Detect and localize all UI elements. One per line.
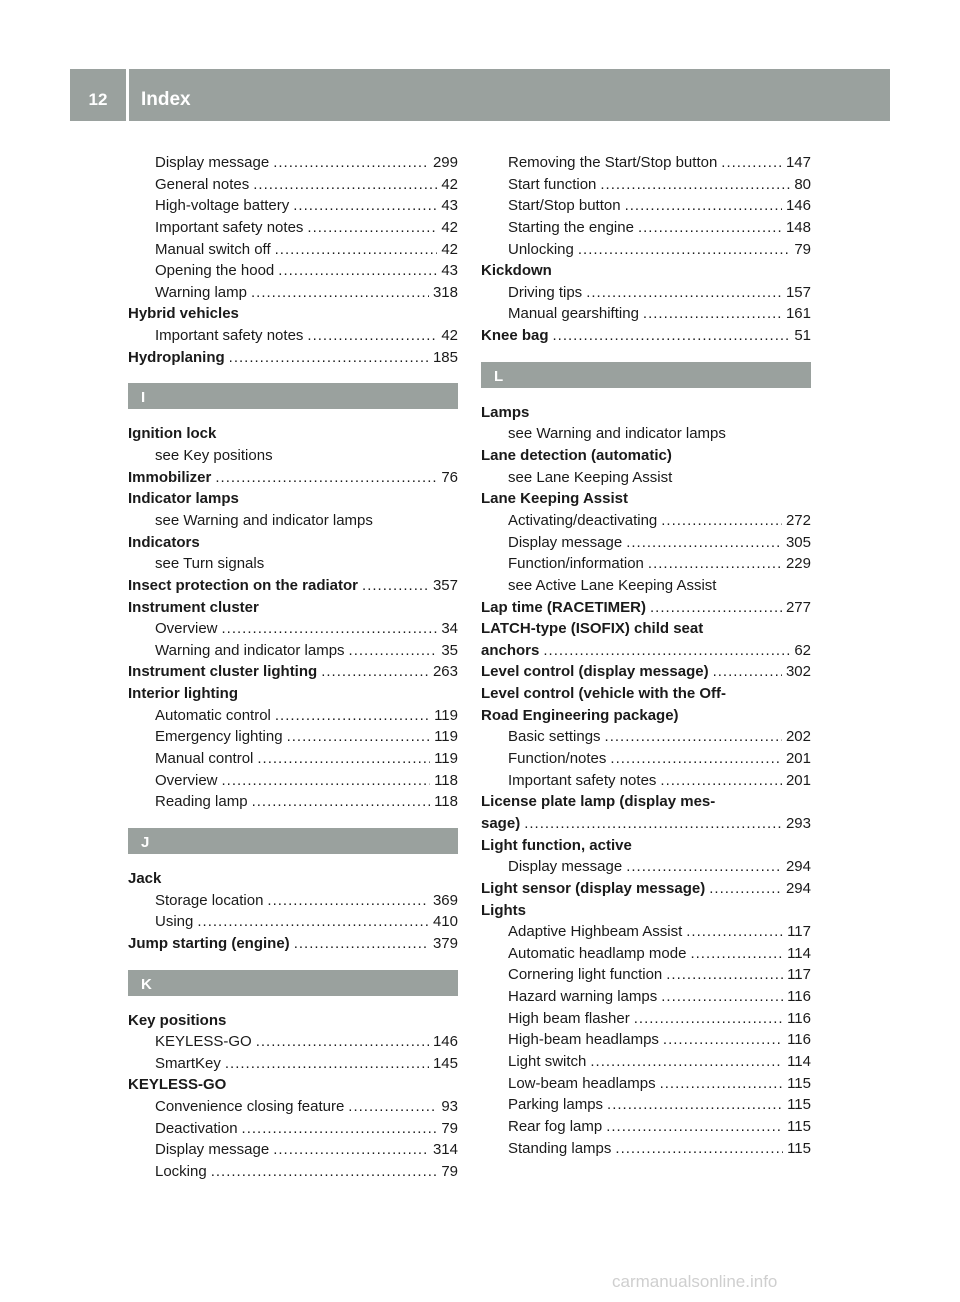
entry-text: Driving tips (508, 283, 583, 301)
dot-leader (362, 575, 429, 597)
page-reference[interactable]: 119 (434, 750, 458, 768)
page-reference[interactable]: 229 (785, 555, 811, 573)
entry-text: KEYLESS-GO (128, 1076, 227, 1094)
header-divider (126, 69, 129, 121)
entry-text: Lane Keeping Assist (481, 490, 628, 508)
entry-text: LATCH-type (ISOFIX) child seat (481, 620, 704, 638)
page-reference[interactable]: 42 (441, 327, 458, 345)
index-subentry (128, 445, 458, 467)
entry-text: High-beam headlamps (508, 1031, 659, 1049)
entry-text: Insect protection on the radiator (128, 576, 359, 594)
index-subentry (481, 532, 811, 554)
page-reference[interactable]: 299 (432, 154, 458, 171)
index-subentry (128, 260, 458, 282)
entry-text: Adaptive Highbeam Assist (508, 923, 683, 941)
dot-leader (626, 532, 782, 554)
entry-text: Unlocking (508, 240, 574, 258)
entry-text: Instrument cluster (128, 598, 259, 616)
dot-leader (543, 640, 790, 662)
index-subentry (481, 217, 811, 239)
index-subentry (128, 618, 458, 640)
dot-leader (278, 260, 437, 282)
entry-text: Cornering light function (508, 966, 663, 984)
index-entry (481, 488, 811, 510)
dot-leader (605, 726, 782, 748)
entry-text: Hybrid vehicles (128, 305, 239, 323)
dot-leader (275, 239, 438, 261)
page-reference[interactable]: 202 (785, 728, 811, 746)
entry-text: see Turn signals (155, 555, 265, 573)
entry-text: sage) (481, 814, 521, 832)
entry-text: Automatic control (155, 706, 271, 724)
page-reference[interactable]: 119 (434, 706, 458, 724)
watermark: carmanualsonline.info (612, 1272, 778, 1291)
dot-leader (606, 1116, 783, 1138)
dot-leader (211, 1161, 438, 1183)
entry-text: Using (155, 913, 194, 931)
index-subentry (481, 239, 811, 261)
dot-leader (553, 325, 791, 347)
entry-text: Hazard warning lamps (508, 988, 658, 1006)
entry-text: Warning and indicator lamps (155, 641, 345, 659)
page-reference[interactable]: 93 (441, 1098, 458, 1116)
page-reference[interactable]: 35 (441, 641, 458, 659)
entry-text: Storage location (155, 891, 264, 909)
page-reference[interactable]: 157 (785, 283, 811, 301)
entry-text: Important safety notes (155, 218, 304, 236)
index-subentry (481, 1116, 811, 1138)
page-reference[interactable]: 277 (785, 598, 811, 616)
dot-leader (294, 933, 429, 955)
page-reference[interactable]: 263 (432, 663, 458, 681)
entry-text: Function/notes (508, 750, 607, 768)
dot-leader (643, 303, 782, 325)
index-subentry (128, 1031, 458, 1053)
index-entry (128, 683, 458, 705)
dot-leader (709, 878, 782, 900)
dot-leader (586, 282, 782, 304)
entry-text: Manual gearshifting (508, 305, 639, 323)
index-subentry (481, 726, 811, 748)
dot-leader (225, 1053, 429, 1075)
index-subentry (481, 986, 811, 1008)
index-entry (128, 868, 458, 890)
dot-leader (275, 705, 430, 727)
dot-leader (661, 986, 783, 1008)
entry-text: Start function (508, 175, 597, 193)
dot-leader (578, 239, 790, 261)
entry-text: Function/information (508, 555, 644, 573)
entry-text: Display message (508, 858, 623, 876)
entry-text: Low-beam headlamps (508, 1074, 656, 1092)
dot-leader (650, 597, 782, 619)
entry-text: Starting the engine (508, 218, 634, 236)
dot-leader (252, 791, 431, 813)
page-reference[interactable]: 272 (785, 511, 811, 529)
entry-text: Manual control (155, 750, 254, 768)
entry-text: Removing the Start/Stop button (508, 154, 718, 171)
entry-text: Locking (155, 1162, 207, 1180)
entry-text: Ignition lock (128, 425, 217, 443)
entry-text: Standing lamps (508, 1139, 612, 1157)
page-reference[interactable]: 294 (785, 879, 811, 897)
index-subentry (128, 217, 458, 239)
page-reference[interactable]: 43 (441, 262, 458, 280)
dot-leader (293, 195, 437, 217)
entry-text: Activating/deactivating (508, 511, 658, 529)
index-entry (128, 303, 458, 325)
entry-text: Lamps (481, 403, 530, 421)
index-entry (481, 661, 811, 683)
index-subentry (128, 1053, 458, 1075)
index-entry (481, 260, 811, 282)
entry-text: Jack (128, 869, 162, 887)
page-reference[interactable]: 369 (432, 891, 458, 909)
entry-text: Knee bag (481, 327, 549, 345)
index-subentry (481, 1094, 811, 1116)
page-reference[interactable]: 42 (441, 175, 458, 193)
page-reference[interactable]: 114 (787, 944, 811, 962)
dot-leader (615, 1138, 783, 1160)
page-reference[interactable]: 43 (441, 197, 458, 215)
page-reference[interactable]: 116 (787, 1009, 811, 1027)
entry-text: Convenience closing feature (155, 1098, 345, 1116)
entry-text: Basic settings (508, 728, 601, 746)
page-reference[interactable]: 51 (794, 327, 811, 345)
entry-text: see Active Lane Keeping Assist (508, 576, 717, 594)
index-column-right (481, 152, 811, 1159)
page-reference[interactable]: 115 (787, 1117, 811, 1135)
index-subentry (481, 748, 811, 770)
index-subentry (481, 553, 811, 575)
dot-leader (253, 174, 437, 196)
page-reference[interactable]: 115 (787, 1096, 811, 1114)
index-subentry (128, 890, 458, 912)
entry-text: Lane detection (automatic) (481, 447, 672, 465)
entry-text: anchors (481, 641, 540, 659)
index-entry (128, 1074, 458, 1096)
index-subentry (128, 705, 458, 727)
dot-leader (600, 174, 790, 196)
index-subentry (481, 770, 811, 792)
dot-leader (348, 1096, 437, 1118)
dot-leader (307, 325, 437, 347)
dot-leader (524, 813, 782, 835)
index-subentry (481, 423, 811, 445)
dot-leader (257, 748, 430, 770)
entry-text: Light function, active (481, 836, 632, 854)
index-subentry (481, 282, 811, 304)
entry-text: SmartKey (155, 1054, 221, 1072)
index-subentry (128, 1118, 458, 1140)
entry-text: Manual switch off (155, 240, 271, 258)
page-reference[interactable]: 116 (787, 1031, 811, 1049)
index-entry (128, 1010, 458, 1032)
page-reference[interactable]: 357 (432, 576, 458, 594)
dot-leader (666, 964, 783, 986)
entry-text: Hydroplaning (128, 348, 225, 366)
dot-leader (607, 1094, 783, 1116)
index-subentry (128, 791, 458, 813)
dot-leader (222, 618, 438, 640)
index-subentry (128, 553, 458, 575)
index-entry (481, 900, 811, 922)
dot-leader (197, 911, 429, 933)
page-reference[interactable]: 62 (794, 641, 811, 659)
index-subentry (128, 195, 458, 217)
page-reference[interactable]: 79 (441, 1162, 458, 1180)
index-entry (128, 933, 458, 955)
entry-text: Instrument cluster lighting (128, 663, 318, 681)
page-reference[interactable]: 42 (441, 218, 458, 236)
entry-text: Display message (155, 1141, 270, 1159)
entry-text: Important safety notes (508, 771, 657, 789)
index-subentry (481, 1073, 811, 1095)
entry-text: Level control (display message) (481, 663, 709, 681)
letter-heading: I (128, 383, 458, 409)
index-entry (481, 640, 811, 662)
entry-text: High-voltage battery (155, 197, 290, 215)
entry-text: License plate lamp (display mes- (481, 793, 716, 811)
page-reference[interactable]: 201 (785, 750, 811, 768)
entry-text: Lights (481, 901, 526, 919)
entry-text: KEYLESS-GO (155, 1033, 252, 1051)
entry-text: Overview (155, 620, 218, 638)
letter-heading: J (128, 828, 458, 854)
index-subentry (128, 1161, 458, 1183)
dot-leader (648, 553, 782, 575)
entry-text: Road Engineering package) (481, 706, 679, 724)
index-subentry (481, 152, 811, 174)
index-subentry (481, 1029, 811, 1051)
index-entry (128, 597, 458, 619)
page-reference[interactable]: 76 (441, 468, 458, 486)
page-header (70, 69, 890, 121)
index-entry (481, 813, 811, 835)
page-reference[interactable]: 117 (787, 923, 811, 941)
dot-leader (349, 640, 438, 662)
dot-leader (242, 1118, 438, 1140)
dot-leader (321, 661, 429, 683)
dot-leader (690, 943, 783, 965)
page-reference[interactable]: 294 (785, 858, 811, 876)
dot-leader (638, 217, 782, 239)
page-reference[interactable]: 115 (787, 1139, 811, 1157)
dot-leader (660, 1073, 783, 1095)
dot-leader (626, 856, 782, 878)
entry-text: see Warning and indicator lamps (508, 425, 726, 443)
entry-text: Overview (155, 771, 218, 789)
page-reference[interactable]: 79 (794, 240, 811, 258)
page-reference[interactable]: 146 (785, 197, 811, 215)
page-reference[interactable]: 79 (441, 1119, 458, 1137)
page-reference[interactable]: 147 (785, 154, 811, 171)
dot-leader (663, 1029, 783, 1051)
entry-text: see Warning and indicator lamps (155, 511, 373, 529)
entry-text: Interior lighting (128, 685, 238, 703)
entry-text: see Key positions (155, 447, 273, 465)
index-subentry (481, 195, 811, 217)
index-subentry (128, 174, 458, 196)
page-reference[interactable]: 119 (434, 728, 458, 746)
index-subentry (128, 325, 458, 347)
index-subentry (128, 748, 458, 770)
index-entry (481, 445, 811, 467)
dot-leader (634, 1008, 783, 1030)
entry-text: Kickdown (481, 262, 552, 280)
page-reference[interactable]: 318 (432, 283, 458, 301)
index-column-left (128, 152, 458, 1183)
page-reference[interactable]: 115 (787, 1074, 811, 1092)
page-reference[interactable]: 117 (787, 966, 811, 984)
dot-leader (307, 217, 437, 239)
index-subentry (128, 510, 458, 532)
dot-leader (610, 748, 782, 770)
entry-text: Display message (155, 154, 270, 171)
index-entry (128, 488, 458, 510)
page-reference[interactable]: 145 (432, 1054, 458, 1072)
dot-leader (256, 1031, 429, 1053)
index-entry (128, 423, 458, 445)
dot-leader (222, 770, 431, 792)
index-entry (128, 532, 458, 554)
index-subentry (481, 510, 811, 532)
entry-text: Indicator lamps (128, 490, 239, 508)
entry-text: Display message (508, 533, 623, 551)
page-reference[interactable]: 379 (432, 934, 458, 952)
dot-leader (661, 510, 782, 532)
dot-leader (713, 661, 782, 683)
section-title: Index (141, 89, 191, 110)
index-subentry (128, 1139, 458, 1161)
dot-leader (273, 152, 429, 174)
entry-text: General notes (155, 175, 250, 193)
dot-leader (590, 1051, 783, 1073)
entry-text: Indicators (128, 533, 200, 551)
entry-text: Emergency lighting (155, 728, 283, 746)
page-reference[interactable]: 161 (785, 305, 811, 323)
entry-text: Light switch (508, 1052, 587, 1070)
entry-text: Parking lamps (508, 1096, 604, 1114)
entry-text: Deactivation (155, 1119, 238, 1137)
dot-leader (229, 347, 429, 369)
index-subentry (128, 1096, 458, 1118)
page-reference[interactable]: 118 (434, 771, 458, 789)
index-entry (481, 618, 811, 640)
page-reference[interactable]: 118 (434, 793, 458, 811)
dot-leader (251, 282, 429, 304)
page-reference[interactable]: 314 (432, 1141, 458, 1159)
page-reference[interactable]: 302 (785, 663, 811, 681)
entry-text: see Lane Keeping Assist (508, 468, 673, 486)
entry-text: High beam flasher (508, 1009, 630, 1027)
index-entry (128, 467, 458, 489)
index-subentry (481, 303, 811, 325)
index-subentry (481, 964, 811, 986)
dot-leader (287, 726, 431, 748)
dot-leader (721, 152, 782, 174)
entry-text: Light sensor (display message) (481, 879, 706, 897)
page-reference[interactable]: 305 (785, 533, 811, 551)
index-entry (481, 705, 811, 727)
page-reference[interactable]: 201 (785, 771, 811, 789)
index-subentry (128, 282, 458, 304)
page-reference[interactable]: 410 (432, 913, 458, 931)
entry-text: Warning lamp (155, 283, 247, 301)
index-subentry (128, 152, 458, 174)
index-subentry (481, 467, 811, 489)
index-entry (481, 597, 811, 619)
dot-leader (215, 467, 437, 489)
page-reference[interactable]: 146 (432, 1033, 458, 1051)
entry-text: Immobilizer (128, 468, 212, 486)
index-entry (481, 835, 811, 857)
index-subentry (481, 856, 811, 878)
page-number: 12 (88, 90, 108, 109)
index-subentry (481, 1008, 811, 1030)
index-entry (481, 325, 811, 347)
index-subentry (128, 726, 458, 748)
index-entry (481, 791, 811, 813)
entry-text: Automatic headlamp mode (508, 944, 687, 962)
page-reference[interactable]: 114 (787, 1052, 811, 1070)
dot-leader (273, 1139, 429, 1161)
page-reference[interactable]: 148 (785, 218, 811, 236)
dot-leader (625, 195, 782, 217)
page-reference[interactable]: 293 (785, 814, 811, 832)
entry-text: Opening the hood (155, 262, 275, 280)
index-subentry (128, 640, 458, 662)
index-subentry (481, 921, 811, 943)
entry-text: Key positions (128, 1011, 227, 1029)
dot-leader (660, 770, 782, 792)
entry-text: Reading lamp (155, 793, 248, 811)
index-subentry (128, 239, 458, 261)
letter-heading: L (481, 362, 811, 388)
index-entry (481, 878, 811, 900)
page-reference[interactable]: 185 (432, 348, 458, 366)
index-subentry (481, 1051, 811, 1073)
entry-text: Level control (vehicle with the Off- (481, 685, 727, 703)
index-entry (481, 402, 811, 424)
index-subentry (128, 911, 458, 933)
index-subentry (128, 770, 458, 792)
index-subentry (481, 174, 811, 196)
entry-text: Start/Stop button (508, 197, 621, 215)
page-reference[interactable]: 42 (441, 240, 458, 258)
page-reference[interactable]: 116 (787, 988, 811, 1006)
index-subentry (481, 1138, 811, 1160)
page-reference[interactable]: 80 (794, 175, 811, 193)
dot-leader (267, 890, 429, 912)
letter-heading: K (128, 970, 458, 996)
index-subentry (481, 943, 811, 965)
dot-leader (686, 921, 783, 943)
page-reference[interactable]: 34 (441, 620, 458, 638)
index-entry (481, 683, 811, 705)
index-entry (128, 347, 458, 369)
index-entry (128, 661, 458, 683)
entry-text: Important safety notes (155, 327, 304, 345)
index-subentry (481, 575, 811, 597)
entry-text: Lap time (RACETIMER) (481, 598, 646, 616)
entry-text: Jump starting (engine) (128, 934, 290, 952)
index-entry (128, 575, 458, 597)
entry-text: Rear fog lamp (508, 1117, 603, 1135)
